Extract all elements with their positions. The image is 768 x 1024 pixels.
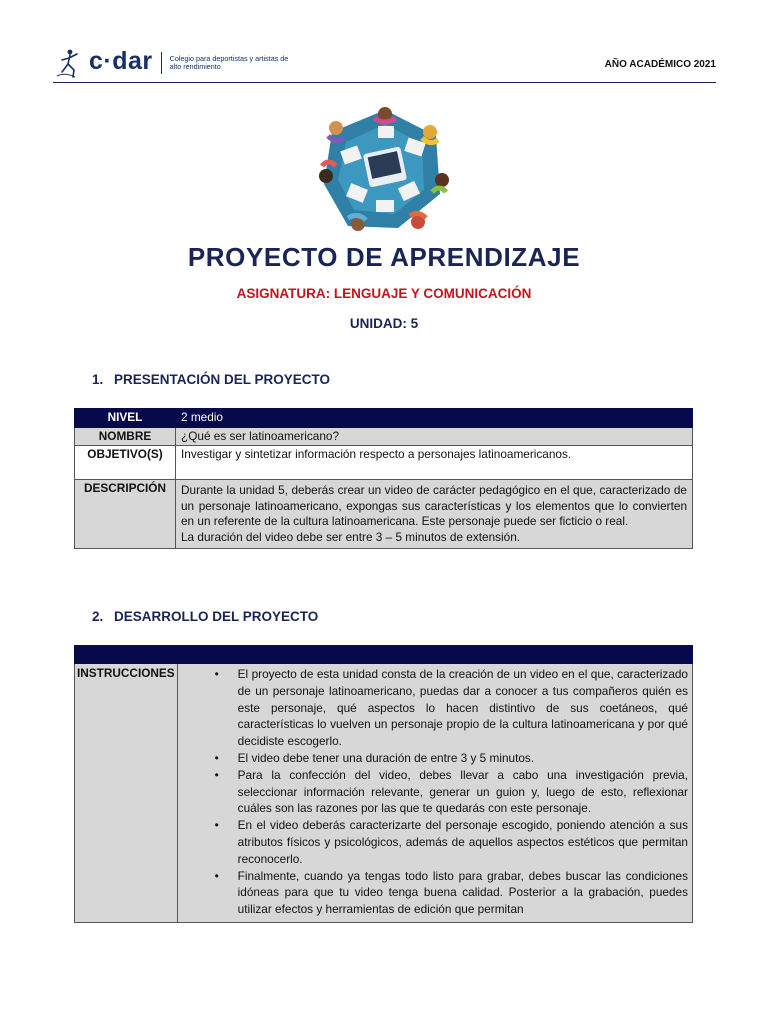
row-label-nombre: NOMBRE [75, 427, 176, 446]
section-1-title: PRESENTACIÓN DEL PROYECTO [114, 372, 331, 387]
section-2-title: DESARROLLO DEL PROYECTO [114, 609, 319, 624]
section-1-heading [92, 372, 330, 387]
row-label-instrucciones: INSTRUCCIONES [75, 664, 178, 923]
academic-year: AÑO ACADÉMICO 2021 [604, 59, 716, 70]
table-row [75, 480, 693, 549]
instructions-cell [177, 664, 692, 923]
logo-tagline: Colegio para deportistas y artistas de alto rendimiento [169, 54, 289, 71]
list-item: • El video debe tener una duración de entre 3 y 5 minutos. [182, 750, 688, 767]
row-label-objetivo: OBJETIVO(S) [75, 446, 176, 480]
row-label-descripcion: DESCRIPCIÓN [75, 480, 176, 549]
list-item: • Para la confección del video, debes llevar a cabo una investigación previa, seleccionar información relevante, generar un guion y, luego de esto, reflexionar cuáles son las razones por las que te quedarás con este personaje. [182, 767, 688, 817]
row-value-descripcion [176, 480, 693, 549]
section-1-number: 1. [92, 372, 104, 387]
page-header [53, 43, 716, 83]
school-logo [53, 43, 290, 83]
table-row [75, 664, 693, 923]
collaboration-illustration [318, 106, 452, 232]
table-header-row [75, 646, 693, 664]
header-cell [177, 646, 692, 664]
section-2-heading [92, 609, 318, 624]
logo-wordmark: c·dar [89, 46, 153, 75]
subject-heading: ASIGNATURA: LENGUAJE Y COMUNICACIÓN [236, 286, 532, 301]
list-item: • Finalmente, cuando ya tengas todo listo para grabar, debes buscar las condiciones idóneas para que tu video tenga buena calidad. Posterior a la grabación, puedes utilizar efectos y herramientas de edición que permitan [182, 868, 688, 918]
section-2-number: 2. [92, 609, 104, 624]
row-value-objetivo: Investigar y sintetizar información respecto a personajes latinoamericanos. [176, 446, 693, 480]
row-label-nivel: NIVEL [75, 409, 176, 428]
document-title: PROYECTO DE APRENDIZAJE [187, 242, 581, 272]
description-paragraph: Durante la unidad 5, deberás crear un video de carácter pedagógico en el que, caracterizado de un personaje latinoamericano, expongas sus características y los elementos que lo convierten en un referente de la cultura latinoamericana. Este personaje puede ser ficticio o real. [181, 483, 687, 528]
table-row [75, 446, 693, 480]
dancer-icon [53, 46, 87, 80]
row-value-nombre: ¿Qué es ser latinoamericano? [176, 427, 693, 446]
project-presentation-table [74, 408, 693, 549]
row-value-nivel: 2 medio [176, 409, 693, 428]
instructions-list [178, 664, 692, 922]
project-development-table [74, 645, 693, 923]
list-item: • En el video deberás caracterizarte del personaje escogido, poniendo atención a sus atributos físicos y psicológicos, además de aquellos aspectos estéticos que permitan reconocerlo. [182, 817, 688, 867]
logo-divider [161, 52, 162, 74]
list-item: • El proyecto de esta unidad consta de la creación de un video en el que, caracterizado de un personaje latinoamericano, puedas dar a conocer a tus compañeros quién es este personaje, qué aspectos lo hacen distintivo de sus coetáneos, qué características lo vuelven un personaje propio de la cultura latinoamericana y por qué decidiste escogerlo. [182, 666, 688, 750]
header-cell [75, 646, 178, 664]
table-row [75, 409, 693, 428]
description-duration: La duración del video debe ser entre 3 – 5 minutos de extensión. [181, 529, 521, 544]
unit-heading: UNIDAD: 5 [349, 316, 419, 331]
table-row [75, 427, 693, 446]
